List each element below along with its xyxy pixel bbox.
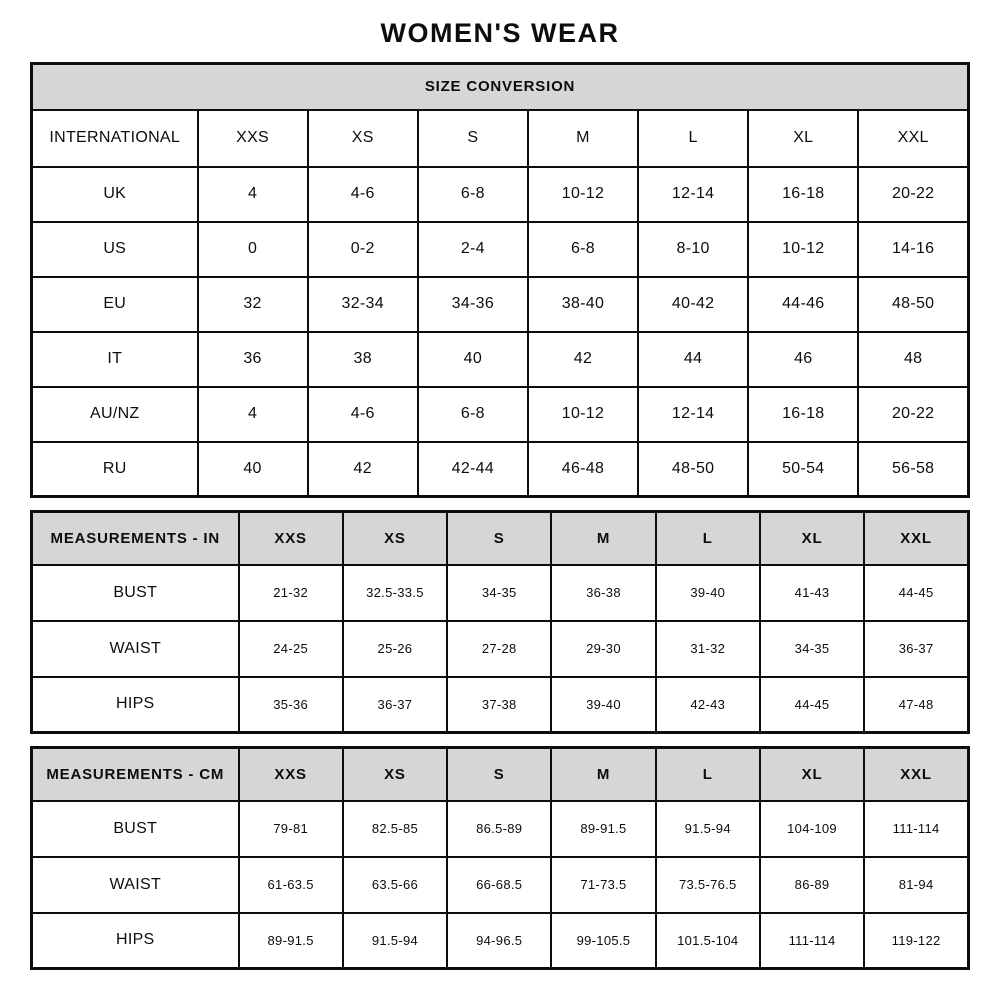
value-cell: 4-6 bbox=[308, 167, 418, 222]
size-column-header: L bbox=[656, 748, 760, 801]
value-cell: 16-18 bbox=[748, 387, 858, 442]
value-cell: 20-22 bbox=[858, 167, 968, 222]
size-column-header: XS bbox=[343, 512, 447, 565]
value-cell: 14-16 bbox=[858, 222, 968, 277]
size-column-header: M bbox=[551, 748, 655, 801]
row-label: IT bbox=[32, 332, 198, 387]
row-label: UK bbox=[32, 167, 198, 222]
value-cell: 8-10 bbox=[638, 222, 748, 277]
value-cell: 86-89 bbox=[760, 857, 864, 913]
value-cell: 37-38 bbox=[447, 677, 551, 733]
row-label: WAIST bbox=[32, 857, 239, 913]
value-cell: 40 bbox=[198, 442, 308, 497]
value-cell: 46 bbox=[748, 332, 858, 387]
size_conversion-caption-row bbox=[32, 64, 969, 110]
label-column-header: MEASUREMENTS - CM bbox=[32, 748, 239, 801]
value-cell: 32-34 bbox=[308, 277, 418, 332]
value-cell: 24-25 bbox=[239, 621, 343, 677]
value-cell: 40 bbox=[418, 332, 528, 387]
value-cell: 2-4 bbox=[418, 222, 528, 277]
value-cell: 61-63.5 bbox=[239, 857, 343, 913]
value-cell: 4 bbox=[198, 167, 308, 222]
value-cell: 32.5-33.5 bbox=[343, 565, 447, 621]
value-cell: 4-6 bbox=[308, 387, 418, 442]
value-cell: 81-94 bbox=[864, 857, 968, 913]
value-cell: 48-50 bbox=[858, 277, 968, 332]
value-cell: 38-40 bbox=[528, 277, 638, 332]
value-cell: 0 bbox=[198, 222, 308, 277]
table-row bbox=[32, 277, 969, 332]
table-row bbox=[32, 801, 969, 857]
value-cell: 34-36 bbox=[418, 277, 528, 332]
row-label: US bbox=[32, 222, 198, 277]
value-cell: 73.5-76.5 bbox=[656, 857, 760, 913]
value-cell: 6-8 bbox=[528, 222, 638, 277]
table-row bbox=[32, 913, 969, 969]
measurements-cm-table bbox=[30, 746, 970, 970]
size-column-header: XL bbox=[760, 512, 864, 565]
table-row bbox=[32, 167, 969, 222]
row-label: HIPS bbox=[32, 677, 239, 733]
row-label: AU/NZ bbox=[32, 387, 198, 442]
label-column-header: INTERNATIONAL bbox=[32, 110, 198, 167]
size-column-header: S bbox=[447, 748, 551, 801]
value-cell: 29-30 bbox=[551, 621, 655, 677]
value-cell: 42 bbox=[308, 442, 418, 497]
value-cell: 21-32 bbox=[239, 565, 343, 621]
value-cell: 10-12 bbox=[528, 167, 638, 222]
value-cell: 32 bbox=[198, 277, 308, 332]
measurements_cm-header-row bbox=[32, 748, 969, 801]
table-row bbox=[32, 387, 969, 442]
table-row bbox=[32, 677, 969, 733]
size-column-header: XXL bbox=[864, 512, 968, 565]
value-cell: 47-48 bbox=[864, 677, 968, 733]
value-cell: 82.5-85 bbox=[343, 801, 447, 857]
size-column-header: XXS bbox=[198, 110, 308, 167]
value-cell: 41-43 bbox=[760, 565, 864, 621]
table-row bbox=[32, 857, 969, 913]
measurements_in-header-row bbox=[32, 512, 969, 565]
size-column-header: S bbox=[447, 512, 551, 565]
value-cell: 44-46 bbox=[748, 277, 858, 332]
value-cell: 6-8 bbox=[418, 167, 528, 222]
value-cell: 12-14 bbox=[638, 167, 748, 222]
value-cell: 46-48 bbox=[528, 442, 638, 497]
size-column-header: M bbox=[528, 110, 638, 167]
table-row bbox=[32, 332, 969, 387]
label-column-header: MEASUREMENTS - IN bbox=[32, 512, 239, 565]
table-row bbox=[32, 442, 969, 497]
value-cell: 119-122 bbox=[864, 913, 968, 969]
value-cell: 44 bbox=[638, 332, 748, 387]
value-cell: 10-12 bbox=[528, 387, 638, 442]
row-label: EU bbox=[32, 277, 198, 332]
value-cell: 42-43 bbox=[656, 677, 760, 733]
value-cell: 44-45 bbox=[760, 677, 864, 733]
size-column-header: XL bbox=[760, 748, 864, 801]
value-cell: 0-2 bbox=[308, 222, 418, 277]
row-label: WAIST bbox=[32, 621, 239, 677]
size-conversion-table bbox=[30, 62, 970, 498]
value-cell: 31-32 bbox=[656, 621, 760, 677]
value-cell: 48-50 bbox=[638, 442, 748, 497]
value-cell: 10-12 bbox=[748, 222, 858, 277]
value-cell: 42 bbox=[528, 332, 638, 387]
value-cell: 63.5-66 bbox=[343, 857, 447, 913]
value-cell: 4 bbox=[198, 387, 308, 442]
value-cell: 42-44 bbox=[418, 442, 528, 497]
size-column-header: XXL bbox=[864, 748, 968, 801]
value-cell: 71-73.5 bbox=[551, 857, 655, 913]
value-cell: 94-96.5 bbox=[447, 913, 551, 969]
size-column-header: S bbox=[418, 110, 528, 167]
value-cell: 111-114 bbox=[864, 801, 968, 857]
row-label: BUST bbox=[32, 565, 239, 621]
measurements-in-table bbox=[30, 510, 970, 734]
value-cell: 66-68.5 bbox=[447, 857, 551, 913]
value-cell: 86.5-89 bbox=[447, 801, 551, 857]
row-label: BUST bbox=[32, 801, 239, 857]
value-cell: 91.5-94 bbox=[656, 801, 760, 857]
size_conversion-caption: SIZE CONVERSION bbox=[32, 64, 969, 110]
value-cell: 91.5-94 bbox=[343, 913, 447, 969]
value-cell: 34-35 bbox=[447, 565, 551, 621]
value-cell: 35-36 bbox=[239, 677, 343, 733]
size_conversion-header-row bbox=[32, 110, 969, 167]
value-cell: 39-40 bbox=[656, 565, 760, 621]
value-cell: 36-38 bbox=[551, 565, 655, 621]
value-cell: 27-28 bbox=[447, 621, 551, 677]
value-cell: 44-45 bbox=[864, 565, 968, 621]
value-cell: 20-22 bbox=[858, 387, 968, 442]
size-column-header: XXS bbox=[239, 748, 343, 801]
value-cell: 50-54 bbox=[748, 442, 858, 497]
value-cell: 99-105.5 bbox=[551, 913, 655, 969]
size-column-header: L bbox=[638, 110, 748, 167]
table-row bbox=[32, 565, 969, 621]
size-column-header: XS bbox=[343, 748, 447, 801]
value-cell: 104-109 bbox=[760, 801, 864, 857]
page-title: WOMEN'S WEAR bbox=[380, 18, 620, 48]
value-cell: 111-114 bbox=[760, 913, 864, 969]
value-cell: 36 bbox=[198, 332, 308, 387]
row-label: RU bbox=[32, 442, 198, 497]
size-column-header: XS bbox=[308, 110, 418, 167]
table-row bbox=[32, 222, 969, 277]
value-cell: 56-58 bbox=[858, 442, 968, 497]
table-row bbox=[32, 621, 969, 677]
value-cell: 89-91.5 bbox=[239, 913, 343, 969]
size-column-header: XXL bbox=[858, 110, 968, 167]
value-cell: 40-42 bbox=[638, 277, 748, 332]
value-cell: 25-26 bbox=[343, 621, 447, 677]
size-column-header: XXS bbox=[239, 512, 343, 565]
value-cell: 36-37 bbox=[343, 677, 447, 733]
value-cell: 34-35 bbox=[760, 621, 864, 677]
value-cell: 79-81 bbox=[239, 801, 343, 857]
value-cell: 101.5-104 bbox=[656, 913, 760, 969]
value-cell: 48 bbox=[858, 332, 968, 387]
row-label: HIPS bbox=[32, 913, 239, 969]
value-cell: 89-91.5 bbox=[551, 801, 655, 857]
value-cell: 36-37 bbox=[864, 621, 968, 677]
size-column-header: L bbox=[656, 512, 760, 565]
size-column-header: M bbox=[551, 512, 655, 565]
value-cell: 16-18 bbox=[748, 167, 858, 222]
value-cell: 12-14 bbox=[638, 387, 748, 442]
value-cell: 39-40 bbox=[551, 677, 655, 733]
value-cell: 38 bbox=[308, 332, 418, 387]
value-cell: 6-8 bbox=[418, 387, 528, 442]
size-column-header: XL bbox=[748, 110, 858, 167]
